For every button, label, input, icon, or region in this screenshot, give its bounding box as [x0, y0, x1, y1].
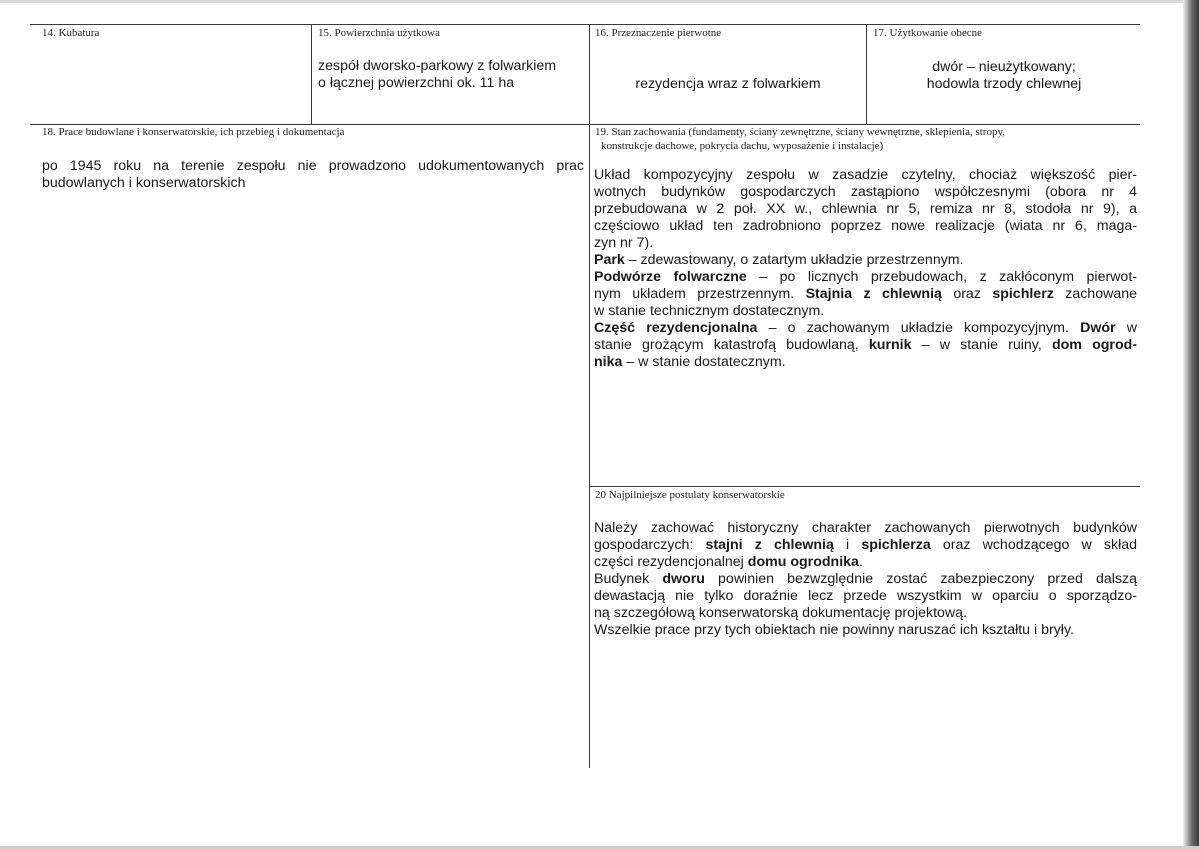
rez-text: – w stanie dostatecznym. [622, 354, 786, 370]
dom-ogrodnika-term-cont: nika [594, 354, 623, 370]
domu-ogrodnika-term: domu ogrodnika [747, 554, 859, 570]
field-19-podworze-line2 [594, 286, 1137, 303]
field-20-line: dewastacją nie tylko doraźnie lecz przede wszystkim w oparciu o sporządzo- [594, 588, 1137, 604]
field-19-park-line [594, 252, 1137, 269]
rez-text: – o zachowanym układzie kompozycyjnym. [757, 320, 1081, 336]
field-18-value [42, 158, 584, 192]
field-19-podworze-line3: w stanie technicznym dostatecznym. [594, 303, 825, 319]
row-divider-top [30, 124, 1140, 125]
field-16-label: 16. Przeznaczenie pierwotne [595, 27, 722, 39]
podworze-text: oraz [941, 286, 993, 302]
stajni-term: stajni z chlewnią [705, 537, 834, 553]
rez-text: w [1115, 320, 1138, 336]
field-15-value [318, 58, 586, 92]
field-16-value: rezydencja wraz z folwarkiem [635, 76, 821, 92]
park-text: – zdewastowany, o zatartym układzie przestrzennym. [624, 252, 964, 268]
field-20-text: powinien bezwzględnie zostać zabezpieczony przed dalszą [704, 571, 1137, 587]
dwor-term: Dwór [1080, 320, 1116, 336]
field-17-value-line1: dwór – nieużytkowany; [932, 59, 1076, 75]
field-19-line: zyn nr 7). [594, 235, 654, 251]
field-17-value-line2: hodowla trzody chlewnej [926, 76, 1082, 92]
field-19-value [594, 167, 1137, 371]
field-20-line [594, 554, 1137, 571]
podworze-term: Podwórze folwarczne [594, 269, 747, 285]
stajnia-term: Stajnia z chlewnią [805, 286, 942, 302]
podworze-text: zachowane [1053, 286, 1137, 302]
field-20-line: Wszelkie prace przy tych obiektach nie powinny naruszać ich kształtu i bryły. [594, 622, 1074, 638]
field-18-line2: budowlanych i konserwatorskich [42, 175, 246, 191]
field-19-line: przebudowana w 2 poł. XX w., chlewnia nr 5, remiza nr 8, stodoła nr 9), a [594, 201, 1137, 217]
scan-edge-top [0, 0, 1199, 3]
divider-16-17 [866, 24, 867, 124]
rez-text: – w stanie ruiny, [911, 337, 1052, 353]
field-20-line [594, 571, 1137, 588]
field-20-line: Należy zachować historyczny charakter zachowanych pierwotnych budynków [594, 520, 1137, 536]
field-19-line: Układ kompozycyjny zespołu w zasadzie czytelny, chociaż większość pier- [594, 167, 1137, 183]
field-19-label-line2: konstrukcje dachowe, pokrycia dachu, wyposażenie i instalacje) [601, 140, 884, 152]
park-term: Park [594, 252, 625, 268]
spichlerz-term: spichlerz [992, 286, 1054, 302]
field-15-value-line1: zespół dworsko-parkowy z folwarkiem [318, 58, 557, 74]
field-15-value-line2: o łącznej powierzchni ok. 11 ha [318, 75, 515, 91]
field-18-line1: po 1945 roku na terenie zespołu nie prowadzono udokumentowanych prac [42, 158, 584, 174]
rez-text: stanie grożącym katastrofą budowlaną, [594, 337, 869, 353]
field-20-text: części rezydencjonalnej [594, 554, 748, 570]
field-20-text: oraz wchodzącego w skład [930, 537, 1137, 553]
scan-edge-right [1183, 0, 1199, 849]
field-20-value [594, 520, 1137, 639]
field-19-label-line1: 19. Stan zachowania (fundamenty, ściany zewnętrzne, ściany wewnętrzne, sklepienia, stropy, [595, 126, 1006, 138]
dom-ogrodnika-term: dom ogrod- [1051, 337, 1137, 353]
spichlerza-term: spichlerza [861, 537, 931, 553]
divider-main-vertical [589, 24, 590, 768]
top-border-line [30, 24, 1140, 25]
field-14-label: 14. Kubatura [42, 27, 100, 39]
field-20-text: i [833, 537, 862, 553]
field-19-rez-line2 [594, 337, 1137, 354]
field-19-podworze-line1 [594, 269, 1137, 286]
divider-14-15 [311, 24, 312, 124]
dworu-term: dworu [662, 571, 705, 587]
field-20-label: 20 Najpilniejsze postulaty konserwatorskie [595, 489, 785, 501]
field-20-text: . [858, 554, 863, 570]
row-divider-19-20 [589, 486, 1140, 487]
field-18-label: 18. Prace budowlane i konserwatorskie, ich przebieg i dokumentacja [42, 126, 345, 138]
field-20-text: Budynek [594, 571, 663, 587]
field-19-line: częściowo układ ten zadrobniono poprzez nowe realizacje (wiata nr 6, maga- [594, 218, 1137, 234]
field-19-rez-line3 [594, 354, 1137, 371]
field-20-line: ną szczegółową konserwatorską dokumentację projektową. [594, 605, 968, 621]
kurnik-term: kurnik [868, 337, 912, 353]
field-19-rez-line1 [594, 320, 1137, 337]
field-19-line: wotnych budynków gospodarczych zastąpiono współczesnymi (obora nr 4 [594, 184, 1137, 200]
field-17-value [868, 59, 1140, 93]
field-20-line [594, 537, 1137, 554]
rezydencja-term: Część rezydencjonalna [594, 320, 758, 336]
field-15-label: 15. Powierzchnia użytkowa [318, 27, 440, 39]
podworze-text: – po licznych przebudowach, z zakłóconym pierwot- [746, 269, 1137, 285]
podworze-text: nym układem przestrzennym. [594, 286, 806, 302]
field-17-label: 17. Użytkowanie obecne [873, 27, 983, 39]
field-20-text: gospodarczych: [594, 537, 706, 553]
